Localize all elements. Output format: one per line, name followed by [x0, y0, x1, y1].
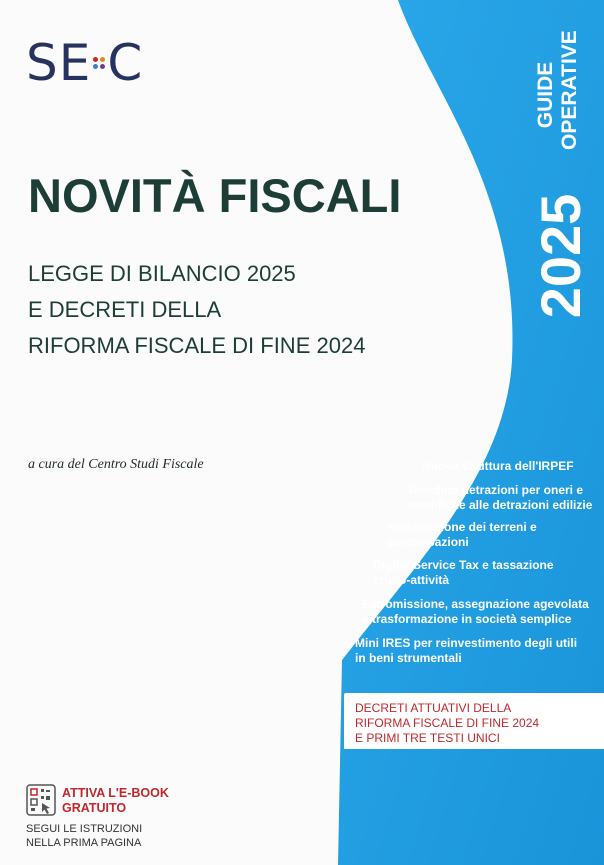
- ebook-instructions: SEGUI LE ISTRUZIONI NELLA PRIMA PAGINA: [26, 823, 143, 849]
- topic-item: Estromissione, assegnazione agevolata e trasformazione in società semplice: [362, 597, 589, 626]
- subtitle-line: RIFORMA FISCALE DI FINE 2024: [28, 333, 366, 358]
- notice-text: DECRETI ATTUATIVI DELLA RIFORMA FISCALE DI FINE 2024 E PRIMI TRE TESTI UNICI: [355, 701, 540, 745]
- subtitle-line: LEGGE DI BILANCIO 2025: [28, 261, 296, 286]
- topic-item: Rivalutazione dei terreni e partecipazioni: [388, 520, 537, 549]
- ebook-qr-icon: [26, 784, 56, 816]
- book-title: NOVITÀ FISCALI: [28, 169, 402, 222]
- notice-box: [344, 693, 604, 749]
- topic-item: Digital Service Tax e tassazione cripto-attività: [373, 558, 554, 587]
- topic-item: Nuova struttura dell'IRPEF: [422, 459, 574, 473]
- curator-credit: a cura del Centro Studi Fiscale: [28, 457, 204, 472]
- logo-text-left: SE: [26, 34, 92, 92]
- subtitle-line: E DECRETI DELLA: [28, 297, 222, 322]
- logo-text-right: C: [107, 34, 144, 92]
- series-line-2: OPERATIVE: [558, 30, 581, 150]
- edition-year-text: 2025: [529, 193, 592, 319]
- topic-item: Riordino detrazioni per oneri e modifiche alle detrazioni edilizie: [409, 483, 593, 512]
- series-line-1: GUIDE: [534, 61, 557, 129]
- ebook-title: ATTIVA L'E-BOOK GRATUITO: [62, 786, 169, 815]
- topic-item: Mini IRES per reinvestimento degli utili in beni strumentali: [355, 636, 578, 665]
